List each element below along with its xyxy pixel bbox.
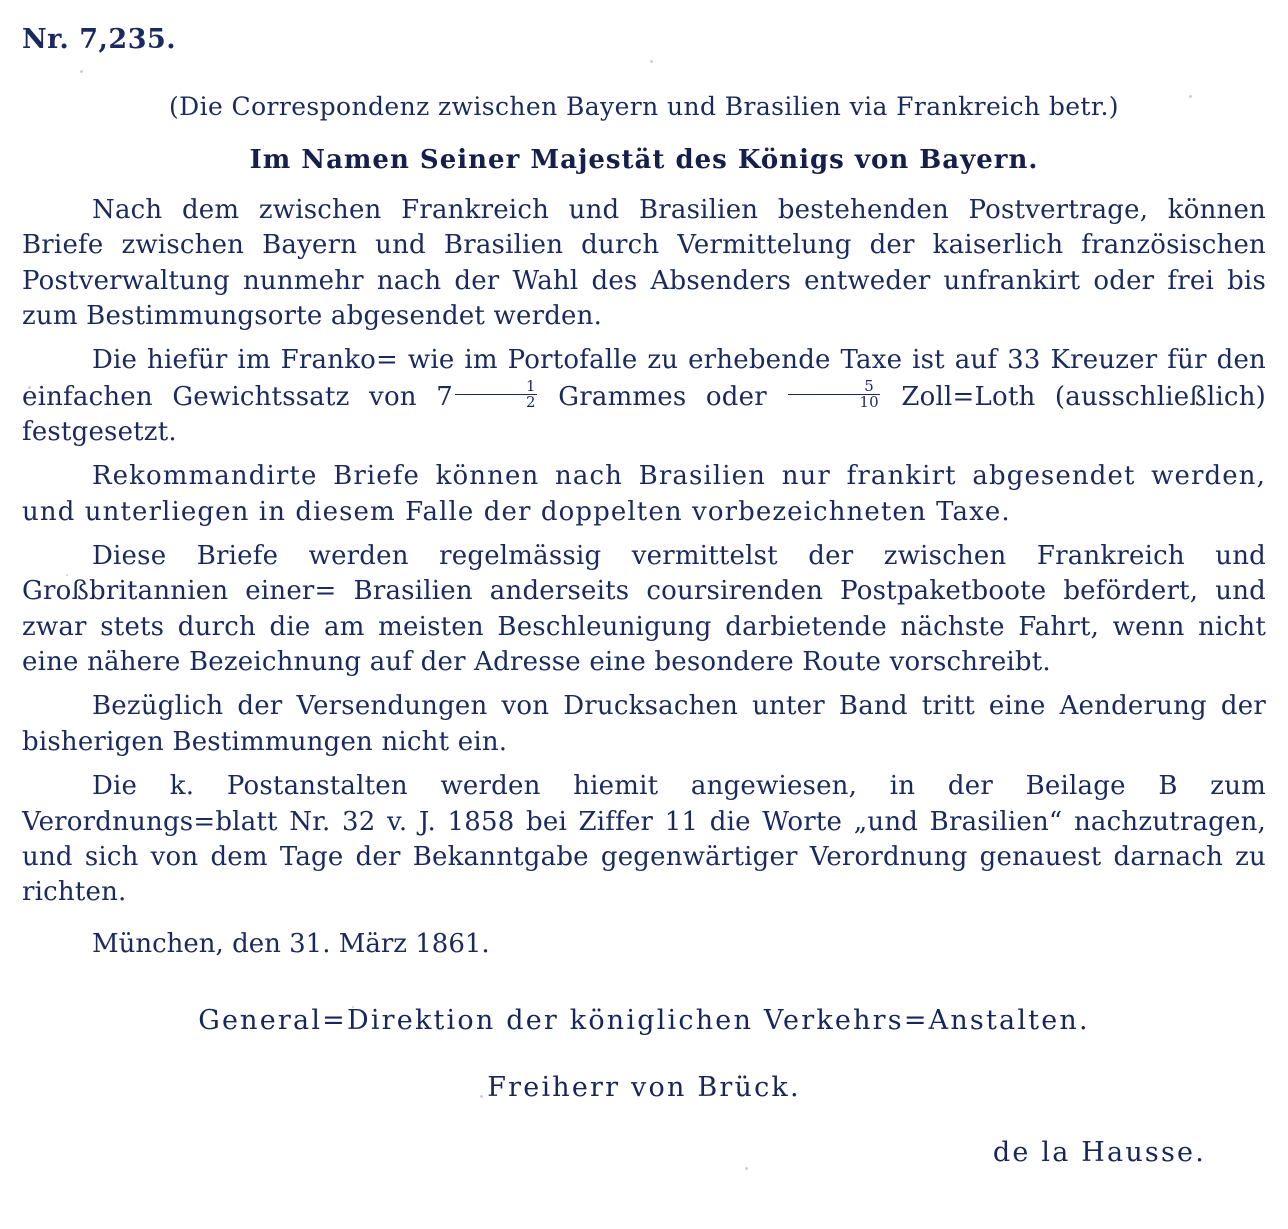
date-line: München, den 31. März 1861. [92,928,490,959]
signature-countersign: de la Hausse. [992,1136,1206,1168]
paragraph-packet-boats: Diese Briefe werden regelmässig vermittelst der zwischen Frankreich und Großbritannien einer= Brasilien anderseits coursirenden Postpaketboote befördert, und zwar stets durch die am meisten Beschleunigung darbietende nächste Fahrt, wenn nicht eine nähere Bezeichnung auf der Adresse eine besondere Route vorschreibt. [22,540,1266,678]
paragraph-registered-letters: Rekommandirte Briefe können nach Brasilien nur frankirt abgesendet werden, und unterliegen in diesem Falle der doppelten vorbezeichneten Taxe. [22,461,1266,527]
signature-primary: Freiherr von Brück. [487,1071,801,1103]
document-number: Nr. 7,235. [22,24,177,55]
document-subject: (Die Correspondenz zwischen Bayern und Brasilien via Frankreich betr.) [169,92,1119,121]
loth-fraction [788,376,880,411]
royal-invocation: Im Namen Seiner Majestät des Königs von Bayern. [249,145,1039,175]
paragraph-printed-matter: Bezüglich der Versendungen von Drucksachen unter Band tritt eine Aenderung der bisherigen Bestimmungen nicht ein. [22,691,1266,757]
tariff-text-middle: Grammes oder [538,381,787,412]
document-body [22,92,1266,1168]
weight-fraction-numerator: 1 [455,379,537,395]
paragraph-treaty: Nach dem zwischen Frankreich und Brasilien bestehenden Postvertrage, können Briefe zwischen Bayern und Brasilien durch Vermittelung der kaiserlich französischen Postverwaltung nunmehr nach der Wahl des Absenders entweder unfrankirt oder frei bis zum Bestimmungsorte abgesendet werden. [22,195,1266,332]
tariff-text-before: Die hiefür im Franko= wie im Portofalle zu erhebende Taxe ist auf 33 Kreuzer für den einfachen Gewichtssatz von 7 [22,345,1266,412]
paragraph-tariff [22,343,1266,450]
weight-fraction [455,376,537,411]
issuing-authority: General=Direktion der königlichen Verkehrs=Anstalten. [198,1004,1090,1036]
loth-fraction-denominator: 10 [859,392,879,411]
scan-speck [650,60,653,63]
tariff-text-after: Zoll=Loth (ausschließlich) festgesetzt. [22,381,1266,447]
paragraph-instruction: Die k. Postanstalten werden hiemit angewiesen, in der Beilage B zum Verordnungs=blatt Nr. 32 v. J. 1858 bei Ziffer 11 die Worte „und Brasilien“ nachzutragen, und sich von dem Tage der Bekanntgabe gegenwärtiger Verordnung genauest darnach zu richten. [22,771,1266,908]
scan-speck [80,70,83,73]
weight-fraction-denominator: 2 [526,392,536,411]
loth-fraction-numerator: 5 [788,379,880,395]
